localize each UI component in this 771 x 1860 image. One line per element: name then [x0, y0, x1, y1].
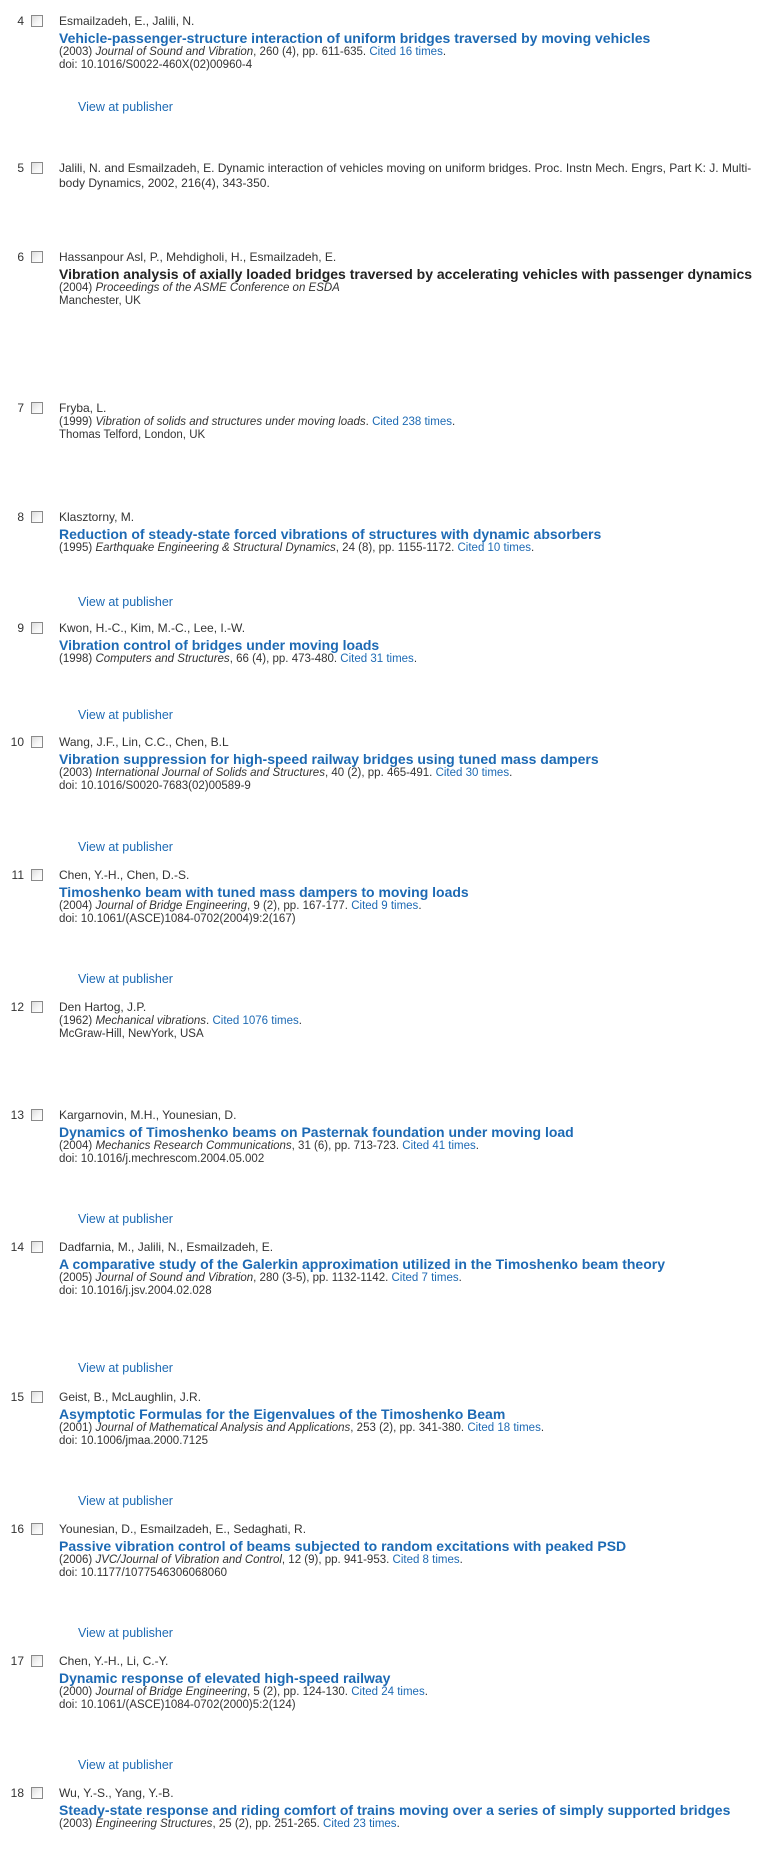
citation-details: , 40 (2), pp. 465-491. [324, 767, 433, 779]
view-at-publisher-link[interactable]: View at publisher [78, 595, 173, 609]
reference-title[interactable]: Passive vibration control of beams subjected to random excitations with peaked PSD [59, 1538, 627, 1554]
cited-by-link[interactable]: Cited 18 times [467, 1422, 541, 1434]
select-checkbox[interactable] [31, 1655, 43, 1667]
select-checkbox[interactable] [31, 1787, 43, 1799]
reference-authors: Den Hartog, J.P. [59, 1000, 147, 1014]
view-at-publisher-link[interactable]: View at publisher [78, 1494, 173, 1508]
citation-source: JVC/Journal of Vibration and Control [95, 1554, 282, 1566]
reference-authors: Geist, B., McLaughlin, J.R. [59, 1390, 202, 1404]
reference-number: 17 [10, 1654, 24, 1668]
citation-year: (2003) [59, 46, 93, 58]
cited-by-link[interactable]: Cited 7 times [391, 1272, 459, 1284]
reference-title[interactable]: Vehicle-passenger-structure interaction of uniform bridges traversed by moving vehicles [59, 30, 651, 46]
reference-number: 6 [17, 250, 24, 264]
reference-content [59, 1654, 765, 1712]
citation-source: Vibration of solids and structures under moving loads [95, 416, 366, 428]
reference-number: 14 [10, 1240, 24, 1254]
select-checkbox[interactable] [31, 1523, 43, 1535]
select-checkbox[interactable] [31, 162, 43, 174]
reference-title[interactable]: Vibration control of bridges under moving loads [59, 637, 380, 653]
view-at-publisher-link[interactable]: View at publisher [78, 1361, 173, 1375]
citation-line: (2000) Journal of Bridge Engineering, 5 (2), pp. 124-130. Cited 24 times. [59, 1686, 428, 1698]
reference-extra: doi: 10.1006/jmaa.2000.7125 [59, 1435, 208, 1447]
view-at-publisher-link[interactable]: View at publisher [78, 100, 173, 114]
citation-details: , 280 (3-5), pp. 1132-1142. [253, 1272, 389, 1284]
select-checkbox[interactable] [31, 15, 43, 27]
citation-source: International Journal of Solids and Structures [95, 767, 325, 779]
reference-content [59, 161, 765, 191]
reference-content [59, 1240, 765, 1298]
citation-year: (1998) [59, 653, 93, 665]
select-checkbox[interactable] [31, 402, 43, 414]
citation-line: (1962) Mechanical vibrations. Cited 1076 times. [59, 1015, 302, 1027]
reference-authors: Kargarnovin, M.H., Younesian, D. [59, 1108, 237, 1122]
reference-number: 12 [10, 1000, 24, 1014]
reference-extra: doi: 10.1177/1077546306068060 [59, 1567, 227, 1579]
reference-content [59, 1000, 765, 1041]
citation-line: (1995) Earthquake Engineering & Structural Dynamics, 24 (8), pp. 1155-1172. Cited 10 times. [59, 542, 535, 554]
citation-line: (2005) Journal of Sound and Vibration, 280 (3-5), pp. 1132-1142. Cited 7 times. [59, 1272, 462, 1284]
reference-content [59, 14, 765, 72]
reference-authors: Dadfarnia, M., Jalili, N., Esmailzadeh, E. [59, 1240, 274, 1254]
reference-number: 5 [17, 161, 24, 175]
reference-number: 9 [17, 621, 24, 635]
reference-authors: Hassanpour Asl, P., Mehdigholi, H., Esmailzadeh, E. [59, 250, 337, 264]
reference-number: 4 [17, 14, 24, 28]
reference-number: 13 [10, 1108, 24, 1122]
citation-year: (1995) [59, 542, 93, 554]
citation-year: (2000) [59, 1686, 93, 1698]
select-checkbox[interactable] [31, 622, 43, 634]
citation-line: (1998) Computers and Structures, 66 (4), pp. 473-480. Cited 31 times. [59, 653, 418, 665]
reference-number: 11 [11, 868, 24, 882]
citation-year: (1999) [59, 416, 93, 428]
reference-content [59, 1108, 765, 1166]
citation-source: Journal of Sound and Vibration [95, 46, 254, 58]
citation-year: (2003) [59, 1818, 93, 1830]
citation-details: , 12 (9), pp. 941-953. [281, 1554, 390, 1566]
citation-line: (2003) International Journal of Solids and Structures, 40 (2), pp. 465-491. Cited 30 times. [59, 767, 513, 779]
reference-content [59, 510, 765, 555]
citation-year: (2006) [59, 1554, 93, 1566]
cited-by-link[interactable]: Cited 238 times [372, 416, 452, 428]
reference-extra: Manchester, UK [59, 295, 141, 307]
view-at-publisher-link[interactable]: View at publisher [78, 840, 173, 854]
reference-extra: doi: 10.1016/S0020-7683(02)00589-9 [59, 780, 251, 792]
citation-line: (2006) JVC/Journal of Vibration and Control, 12 (9), pp. 941-953. Cited 8 times. [59, 1554, 463, 1566]
view-at-publisher-link[interactable]: View at publisher [78, 708, 173, 722]
reference-extra: doi: 10.1016/j.mechrescom.2004.05.002 [59, 1153, 265, 1165]
reference-number: 16 [10, 1522, 24, 1536]
select-checkbox[interactable] [31, 251, 43, 263]
reference-extra: doi: 10.1016/j.jsv.2004.02.028 [59, 1285, 212, 1297]
select-checkbox[interactable] [31, 1001, 43, 1013]
citation-source: Journal of Mathematical Analysis and Applications [95, 1422, 351, 1434]
citation-source: Journal of Sound and Vibration [95, 1272, 254, 1284]
cited-by-link[interactable]: Cited 8 times [392, 1554, 460, 1566]
citation-year: (2003) [59, 767, 93, 779]
view-at-publisher-link[interactable]: View at publisher [78, 1758, 173, 1772]
citation-details: , 260 (4), pp. 611-635. [253, 46, 367, 58]
reference-authors: Esmailzadeh, E., Jalili, N. [59, 14, 195, 28]
citation-details: , 25 (2), pp. 251-265. [212, 1818, 320, 1830]
reference-authors: Chen, Y.-H., Li, C.-Y. [59, 1654, 169, 1668]
citation-line: (2004) Mechanics Research Communications, 31 (6), pp. 713-723. Cited 41 times. [59, 1140, 479, 1152]
reference-extra: McGraw-Hill, NewYork, USA [59, 1028, 204, 1040]
citation-line: (2003) Engineering Structures, 25 (2), pp. 251-265. Cited 23 times. [59, 1818, 400, 1830]
citation-details: , 9 (2), pp. 167-177. [246, 900, 348, 912]
reference-content [59, 621, 765, 666]
citation-source: Proceedings of the ASME Conference on ESDA [95, 282, 340, 294]
citation-year: (1962) [59, 1015, 93, 1027]
citation-source: Earthquake Engineering & Structural Dynamics [95, 542, 336, 554]
reference-extra: doi: 10.1061/(ASCE)1084-0702(2000)5:2(124) [59, 1699, 296, 1711]
cited-by-link[interactable]: Cited 16 times [369, 46, 443, 58]
citation-details: , 31 (6), pp. 713-723. [291, 1140, 400, 1152]
reference-extra: Thomas Telford, London, UK [59, 429, 206, 441]
citation-line [59, 282, 765, 295]
citation-details: , 66 (4), pp. 473-480. [229, 653, 338, 665]
reference-content [59, 1786, 765, 1831]
select-checkbox[interactable] [31, 1241, 43, 1253]
view-at-publisher-link[interactable]: View at publisher [78, 1626, 173, 1640]
cited-by-link[interactable]: Cited 41 times [402, 1140, 476, 1152]
reference-content [59, 1390, 765, 1448]
citation-source: Journal of Bridge Engineering [95, 1686, 247, 1698]
cited-by-link[interactable]: Cited 1076 times [212, 1015, 299, 1027]
view-at-publisher-link[interactable]: View at publisher [78, 1212, 173, 1226]
citation-year: (2004) [59, 900, 93, 912]
select-checkbox[interactable] [31, 1109, 43, 1121]
reference-number: 8 [17, 510, 24, 524]
reference-authors: Jalili, N. and Esmailzadeh, E. Dynamic interaction of vehicles moving on uniform bridges. Proc. Instn Mech. Engrs, Part K: J. Multi-body Dynamics, 2002, 216(4), 343-350. [59, 161, 752, 190]
reference-authors: Fryba, L. [59, 401, 107, 415]
reference-content [59, 250, 765, 308]
select-checkbox[interactable] [31, 736, 43, 748]
reference-authors: Chen, Y.-H., Chen, D.-S. [59, 868, 190, 882]
citation-year: (2001) [59, 1422, 93, 1434]
reference-content [59, 868, 765, 926]
citation-line: (1999) Vibration of solids and structures under moving loads. Cited 238 times. [59, 416, 456, 428]
cited-by-link[interactable]: Cited 10 times [457, 542, 532, 554]
reference-content [59, 735, 765, 793]
citation-source: Mechanical vibrations [95, 1015, 207, 1027]
citation-source: Computers and Structures [95, 653, 230, 665]
reference-title[interactable]: Reduction of steady-state forced vibrations of structures with dynamic absorbers [59, 526, 602, 542]
citation-year: (2004) [59, 282, 93, 294]
select-checkbox[interactable] [31, 511, 43, 523]
citation-details: , 253 (2), pp. 341-380. [350, 1422, 465, 1434]
reference-title[interactable]: Dynamic response of elevated high-speed railway [59, 1670, 391, 1686]
cited-by-link[interactable]: Cited 31 times [340, 653, 414, 665]
citation-year: (2004) [59, 1140, 93, 1152]
view-at-publisher-link[interactable]: View at publisher [78, 972, 173, 986]
reference-title[interactable]: Asymptotic Formulas for the Eigenvalues of the Timoshenko Beam [59, 1406, 506, 1422]
reference-number: 18 [10, 1786, 24, 1800]
reference-number: 10 [10, 735, 24, 749]
reference-content [59, 401, 765, 442]
citation-source: Mechanics Research Communications [95, 1140, 292, 1152]
cited-by-link[interactable]: Cited 9 times [351, 900, 419, 912]
reference-title[interactable]: Timoshenko beam with tuned mass dampers to moving loads [59, 884, 469, 900]
cited-by-link[interactable]: Cited 30 times [435, 767, 510, 779]
citation-details: , 24 (8), pp. 1155-1172. [335, 542, 455, 554]
reference-authors: Wu, Y.-S., Yang, Y.-B. [59, 1786, 174, 1800]
cited-by-link[interactable]: Cited 24 times [351, 1686, 425, 1698]
citation-line: (2004) Journal of Bridge Engineering, 9 (2), pp. 167-177. Cited 9 times. [59, 900, 422, 912]
citation-line: (2003) Journal of Sound and Vibration, 260 (4), pp. 611-635. Cited 16 times. [59, 46, 447, 58]
citation-source: Engineering Structures [95, 1818, 213, 1830]
citation-source: Journal of Bridge Engineering [95, 900, 247, 912]
reference-title: Vibration analysis of axially loaded bridges traversed by accelerating vehicles with passenger dynamics [59, 266, 753, 282]
reference-authors: Younesian, D., Esmailzadeh, E., Sedaghati, R. [59, 1522, 307, 1536]
cited-by-link[interactable]: Cited 23 times [323, 1818, 397, 1830]
reference-authors: Wang, J.F., Lin, C.C., Chen, B.L [59, 735, 229, 749]
reference-title[interactable]: Dynamics of Timoshenko beams on Pasternak foundation under moving load [59, 1124, 574, 1140]
reference-authors: Kwon, H.-C., Kim, M.-C., Lee, I.-W. [59, 621, 246, 635]
citation-line: (2001) Journal of Mathematical Analysis and Applications, 253 (2), pp. 341-380. Cited 18 times. [59, 1422, 545, 1434]
citation-year: (2005) [59, 1272, 93, 1284]
reference-number: 7 [17, 401, 24, 415]
reference-extra: doi: 10.1061/(ASCE)1084-0702(2004)9:2(167) [59, 913, 296, 925]
reference-title[interactable]: Vibration suppression for high-speed railway bridges using tuned mass dampers [59, 751, 599, 767]
reference-number: 15 [10, 1390, 24, 1404]
reference-title[interactable]: A comparative study of the Galerkin approximation utilized in the Timoshenko beam theory [59, 1256, 666, 1272]
reference-content [59, 1522, 765, 1580]
citation-details: . [365, 416, 369, 428]
select-checkbox[interactable] [31, 869, 43, 881]
reference-extra: doi: 10.1016/S0022-460X(02)00960-4 [59, 59, 253, 71]
citation-details: . [206, 1015, 210, 1027]
select-checkbox[interactable] [31, 1391, 43, 1403]
reference-title[interactable]: Steady-state response and riding comfort of trains moving over a series of simply supported bridges [59, 1802, 731, 1818]
reference-authors: Klasztorny, M. [59, 510, 135, 524]
citation-details: , 5 (2), pp. 124-130. [246, 1686, 348, 1698]
